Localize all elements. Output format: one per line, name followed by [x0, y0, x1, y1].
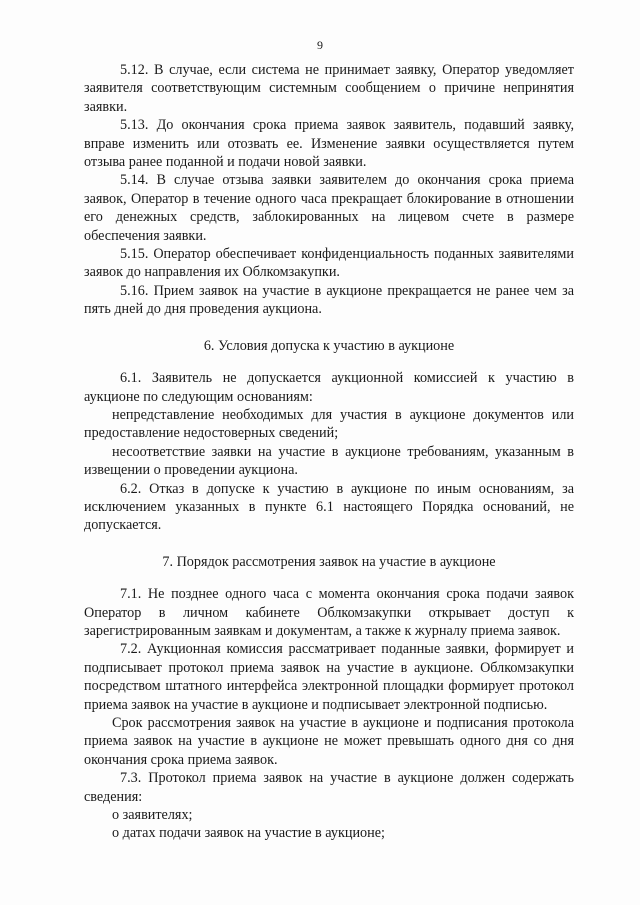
paragraph-5-12: 5.12. В случае, если система не принимает заявку, Оператор уведомляет заявителя соответствующим системным сообщением о причине непринятия заявки.	[84, 62, 574, 115]
paragraph-5-16: 5.16. Прием заявок на участие в аукционе прекращается не ранее чем за пять дней до дня проведения аукциона.	[84, 282, 574, 318]
list-item-applicants: о заявителях;	[112, 807, 193, 824]
document-body	[84, 61, 574, 843]
section-heading-6: 6. Условия допуска к участию в аукционе	[203, 337, 455, 354]
paragraph-5-13: 5.13. До окончания срока приема заявок заявитель, подавший заявку, вправе изменить или отозвать ее. Изменение заявки осуществляется путем отзыва ранее поданной и подачи новой заявки.	[84, 117, 574, 171]
section-heading-7: 7. Порядок рассмотрения заявок на участие в аукционе	[162, 553, 496, 570]
paragraph-5-15: 5.15. Оператор обеспечивает конфиденциальность поданных заявителями заявок до направления их Облкомзакупки.	[84, 246, 574, 281]
page-number: 9	[317, 38, 323, 52]
paragraph-5-14: 5.14. В случае отзыва заявки заявителем до окончания срока приема заявок, Оператор в течение одного часа прекращает блокирование в отношении его денежных средств, заблокированных на лицевом счете в размере обеспечения заявки.	[84, 172, 574, 244]
paragraph-6-1: 6.1. Заявитель не допускается аукционной комиссией к участию в аукционе по следующим основаниям:	[84, 370, 574, 405]
paragraph-7-2: 7.2. Аукционная комиссия рассматривает поданные заявки, формирует и подписывает протокол приема заявок на участие в аукционе. Облкомзакупки посредством штатного интерфейса электронной площадки формирует протокол приема заявок на участие в аукционе и подписывает электронной подписью.	[84, 641, 574, 713]
paragraph-review-term: Срок рассмотрения заявок на участие в аукционе и подписания протокола приема заявок на участие в аукционе не может превышать одного дня со дня окончания срока приема заявок.	[84, 715, 574, 768]
list-item-ground-1: непредставление необходимых для участия в аукционе документов или предоставление недостоверных сведений;	[84, 406, 574, 442]
paragraph-6-2: 6.2. Отказ в допуске к участию в аукционе по иным основаниям, за исключением указанных в пункте 6.1 настоящего Порядка оснований, не допускается.	[84, 480, 574, 534]
list-item-ground-2: несоответствие заявки на участие в аукционе требованиям, указанным в извещении о проведении аукциона.	[84, 443, 574, 479]
paragraph-7-1: 7.1. Не позднее одного часа с момента окончания срока подачи заявок Оператор в личном кабинете Облкомзакупки открывает доступ к зарегистрированным заявкам и документам, а также к журналу приема заявок.	[84, 586, 574, 639]
list-item-submission-dates: о датах подачи заявок на участие в аукционе;	[112, 825, 385, 842]
paragraph-7-3: 7.3. Протокол приема заявок на участие в аукционе должен содержать сведения:	[84, 770, 574, 805]
